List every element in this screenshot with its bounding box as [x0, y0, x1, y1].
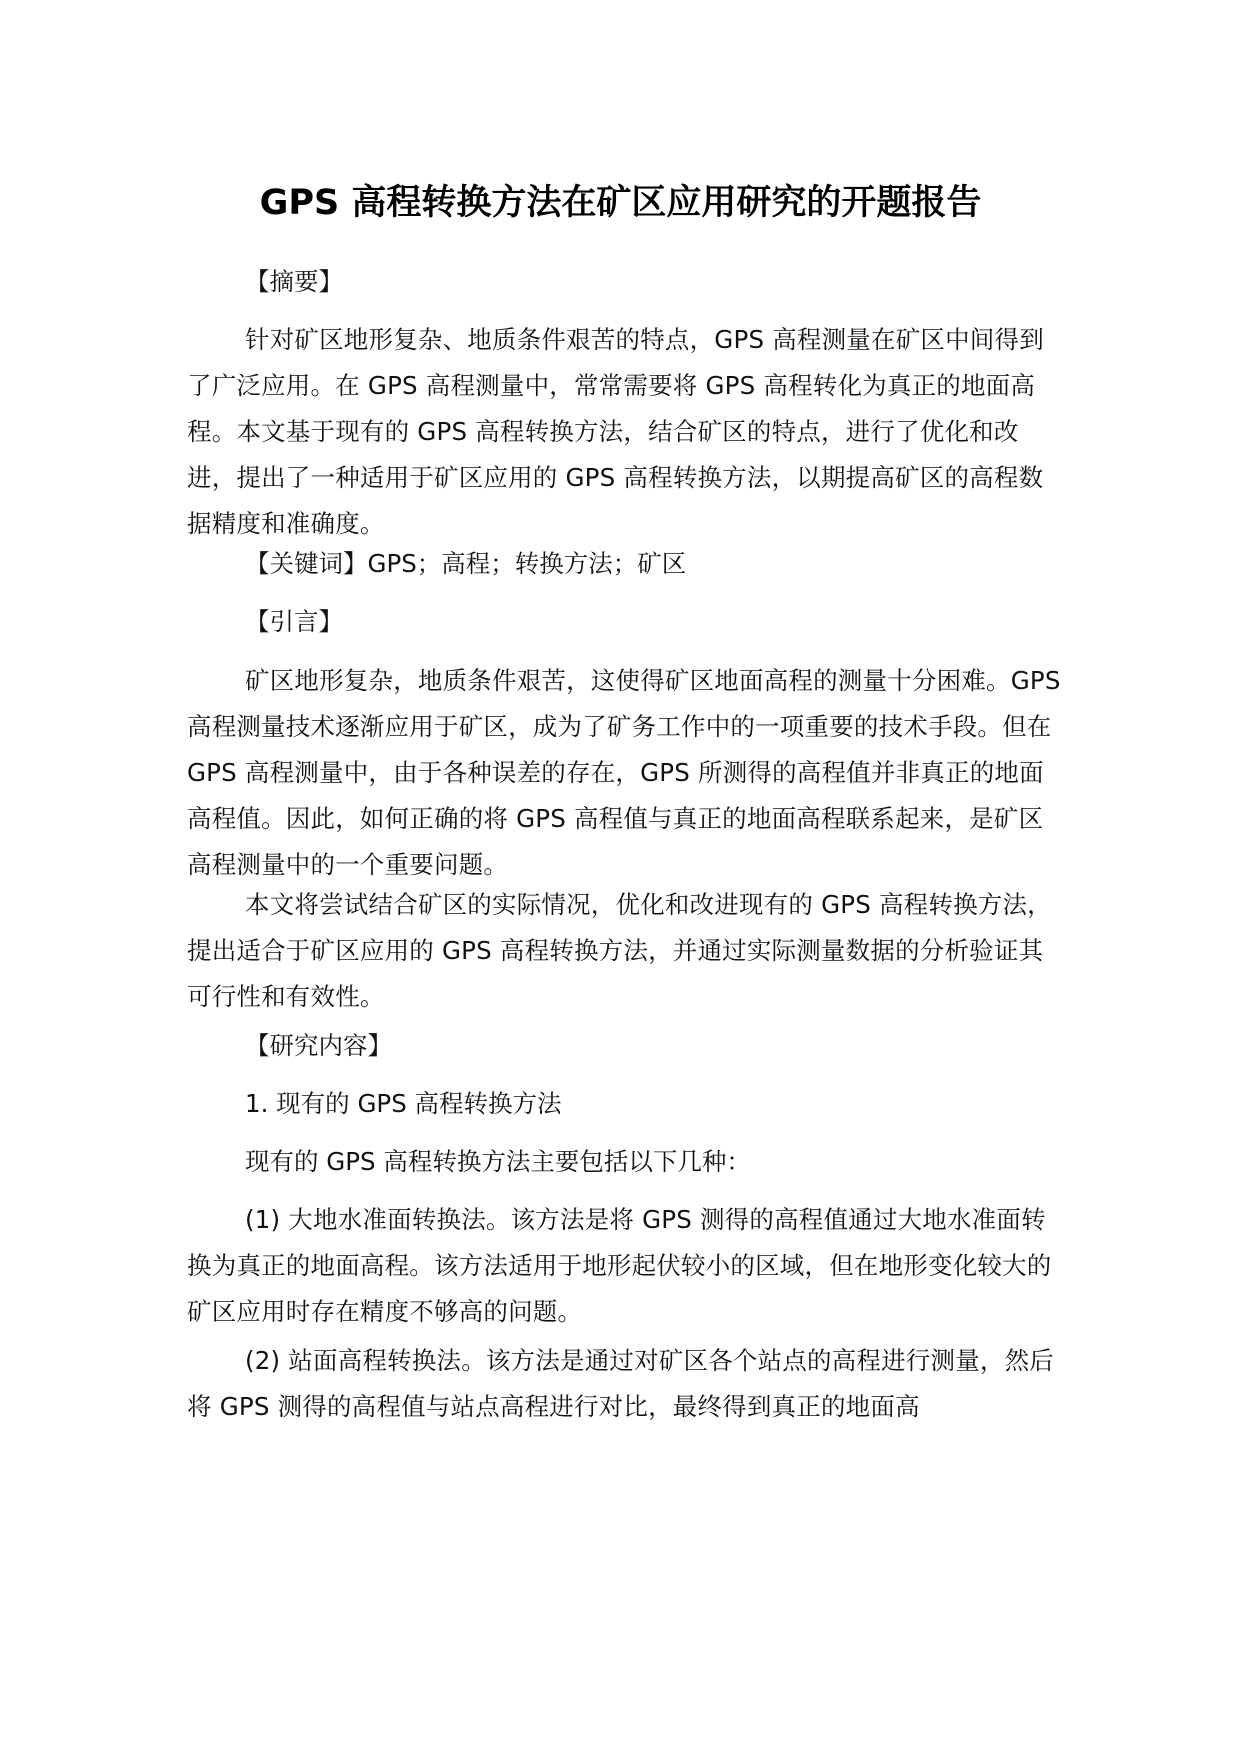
section-1-intro: 现有的 GPS 高程转换方法主要包括以下几种：	[245, 1147, 751, 1176]
method-1-paragraph: (1) 大地水准面转换法。该方法是将 GPS 测得的高程值通过大地水准面转换为真正的地面高程。该方法适用于地形起伏较小的区域，但在地形变化较大的矿区应用时存在精度不够高的问题。	[187, 1205, 1052, 1326]
research-content-heading: 【研究内容】	[245, 1031, 392, 1060]
introduction-paragraph-1: 矿区地形复杂，地质条件艰苦，这使得矿区地面高程的测量十分困难。GPS 高程测量技术逐渐应用于矿区，成为了矿务工作中的一项重要的技术手段。但在 GPS 高程测量中，由于各种误差的存在，GPS 所测得的高程值并非真正的地面高程值。因此，如何正确的将 GPS 高程值与真正的地面高程联系起来，是矿区高程测量中的一个重要问题。	[187, 666, 1061, 879]
introduction-heading: 【引言】	[245, 607, 343, 636]
keywords-line: 【关键词】GPS；高程；转换方法；矿区	[245, 549, 687, 578]
document-title: GPS 高程转换方法在矿区应用研究的开题报告	[259, 183, 982, 223]
abstract-paragraph: 针对矿区地形复杂、地质条件艰苦的特点，GPS 高程测量在矿区中间得到了广泛应用。在 GPS 高程测量中，常常需要将 GPS 高程转化为真正的地面高程。本文基于现有的 GPS 高程转换方法，结合矿区的特点，进行了优化和改进，提出了一种适用于矿区应用的 GPS 高程转换方法，以期提高矿区的高程数据精度和准确度。	[187, 325, 1044, 538]
method-2-paragraph: (2) 站面高程转换法。该方法是通过对矿区各个站点的高程进行测量，然后将 GPS 测得的高程值与站点高程进行对比，最终得到真正的地面高	[187, 1346, 1054, 1421]
introduction-paragraph-2: 本文将尝试结合矿区的实际情况，优化和改进现有的 GPS 高程转换方法，提出适合于矿区应用的 GPS 高程转换方法，并通过实际测量数据的分析验证其可行性和有效性。	[187, 890, 1052, 1011]
section-1-heading: 1. 现有的 GPS 高程转换方法	[245, 1089, 562, 1118]
abstract-heading: 【摘要】	[245, 267, 343, 296]
